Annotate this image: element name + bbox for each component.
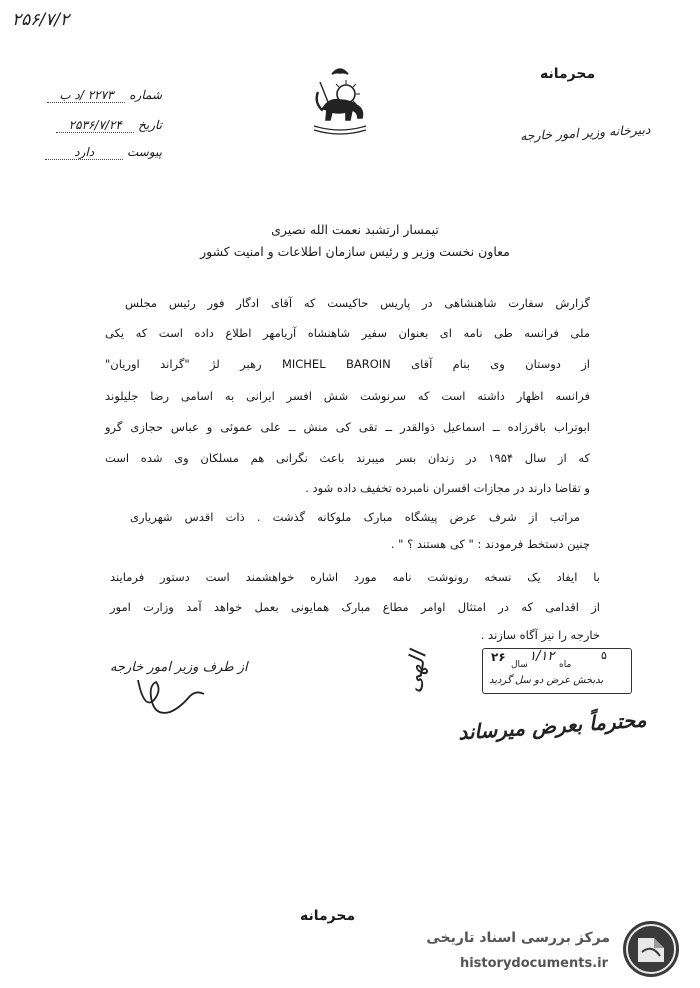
body-line: که از سال ۱۹۵۴ در زندان بسر میبرند باعث نگرانی هم مسلکان وی شده است [105,451,590,465]
addressee-name: تیمسار ارتشبد نعمت الله نصیری [271,222,439,237]
closing-line: خارجه را نیز آگاه سازند . [480,628,600,642]
date-row [12,118,162,133]
number-value: ۲۲۷۳ /د ب [47,88,125,103]
archive-url: historydocuments.ir [459,956,608,971]
royal-quote-line: چنین دستخط فرمودند : " کی هستند ؟ " . [390,537,590,551]
attachment-label: پیوست [127,145,162,159]
date-value: ۲۵۳۶/۷/۲۴ [56,118,134,133]
archive-center-title: مرکز بررسی اسناد تاریخی [426,930,610,946]
body-line: از دوستان وی بنام آقای MICHEL BAROIN رهبر لژ "گراند اوریان" [105,357,590,371]
stamp-number: ۲۶ [491,650,506,664]
stamp-year-label: سال [511,660,528,670]
closing-line: با ایفاد یک نسخه رونوشت نامه مورد اشاره خواهشمند است دستور فرمایند [110,570,600,584]
handwritten-note: محترماً بعرض میرساند [457,707,648,745]
lion-and-sun-emblem [300,60,380,140]
royal-line: مراتب از شرف عرض پیشگاه مبارک ملوکانه گذشت . ذات اقدس شهریاری [130,510,580,524]
body-line: و تقاضا دارند در مجازات افسران نامبرده تخفیف داده شود . [305,481,590,495]
handwritten-initials: الهی [400,649,432,695]
office-heading: دبیرخانه وزیر امور خارجه [519,121,651,144]
signature-caption: از طرف وزیر امور خارجه [110,660,248,675]
registration-stamp [482,648,632,694]
stamp-month-label: ماه [559,660,572,670]
stamp-note: بدبخش عرض دو سل گردید [489,675,604,686]
signature-scrawl [128,670,218,720]
addressee-title: معاون نخست وزیر و رئیس سازمان اطلاعات و امنیت کشور [200,244,510,259]
classification-top: محرمانه [540,66,596,82]
top-left-archive-note: ۲۵۶/۷/۲ [12,10,70,30]
stamp-mark: ۱/۱۲ [529,649,555,664]
stamp-day: ۵ [601,649,607,662]
number-row [12,88,162,103]
number-label: شماره [129,88,162,102]
body-line: گزارش سفارت شاهنشاهی در پاریس حاکیست که آقای ادگار فور رئیس مجلس [125,296,590,310]
body-line: ملی فرانسه طی نامه ای بعنوان سفیر شاهنشاه آریامهر اطلاع داده است که یکی [105,326,590,340]
date-label: تاریخ [138,118,162,132]
classification-bottom: محرمانه [300,908,356,924]
archive-logo-icon [620,918,682,980]
attachment-row [12,145,162,160]
body-line: فرانسه اظهار داشته است که سرنوشت شش افسر ایرانی به اسامی رضا جلیلوند [105,389,590,403]
body-line: ابوتراب باقرزاده ــ اسماعیل ذوالقدر ــ تقی کی منش ــ علی عموئی و عباس حجازی گرو [105,420,590,434]
closing-line: از اقدامی که در امتثال اوامر مطاع مبارک همایونی بعمل خواهد آمد وزارت امور [110,600,600,614]
attachment-value: دارد [45,145,123,160]
